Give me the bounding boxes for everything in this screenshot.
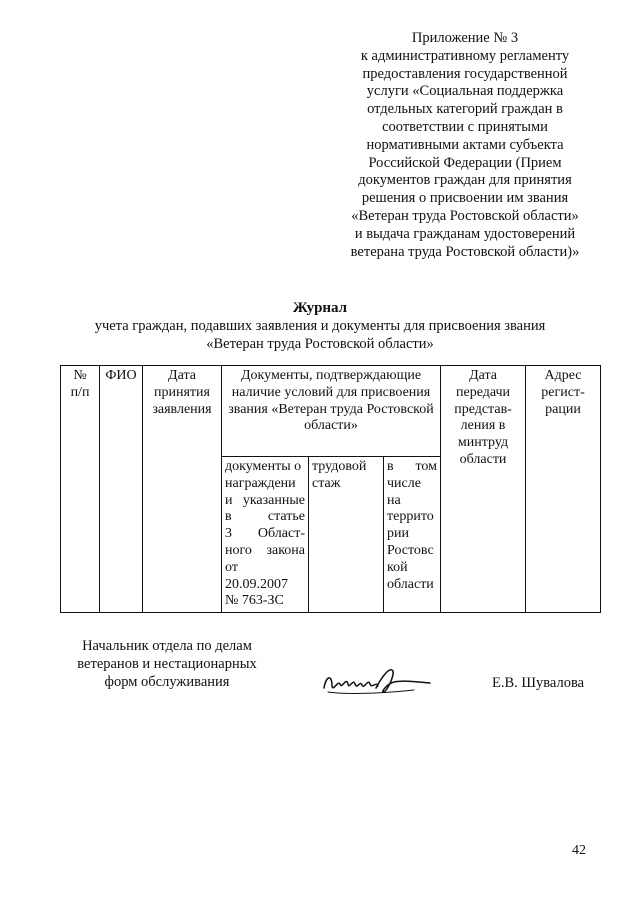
appendix-line: нормативными актами субъекта [366, 136, 564, 153]
appendix-line: к административному регламенту [360, 47, 570, 64]
appendix-line: и выдача гражданам удостоверений [354, 225, 576, 242]
appendix-header [334, 30, 596, 261]
subheader-territory: в том числе на террито рии Ростовс кой области [384, 457, 441, 613]
subheader-work-experience: трудовой стаж [309, 457, 384, 613]
journal-subtitle-line: учета граждан, подавших заявления и документы для присвоения звания [94, 318, 546, 334]
journal-table [60, 365, 601, 613]
signer-name: Е.В. Шувалова [492, 675, 585, 691]
signer-position: Начальник отдела по делам ветеранов и нестационарных форм обслуживания [77, 638, 257, 690]
appendix-line: отдельных категорий граждан в [367, 101, 563, 118]
header-number: № п/п [61, 366, 100, 613]
header-documents: Документы, подтверждающие наличие условий для присвоения звания «Ветеран труда Ростовской области» [222, 366, 441, 457]
appendix-line: решения о присвоении им звания [361, 190, 569, 207]
header-date: Дата принятия заявления [143, 366, 222, 613]
appendix-line: Российской Федерации (Прием [368, 154, 562, 171]
appendix-line: «Ветеран труда Ростовской области» [351, 207, 579, 224]
appendix-line: документов граждан для принятия [358, 172, 572, 189]
appendix-line: услуги «Социальная поддержка [366, 83, 564, 100]
page-number: 42 [572, 843, 586, 858]
appendix-line: ветерана труда Ростовской области)» [350, 243, 580, 260]
handwritten-signature [318, 662, 438, 702]
journal-title: Журнал [292, 300, 348, 316]
header-address: Адрес регист- рации [526, 366, 601, 613]
journal-subtitle-line: «Ветеран труда Ростовской области» [206, 335, 434, 352]
subheader-awards: документы о награждени и указанные в статье 3 Област- ного закона от 20.09.2007 № 763-ЗС [222, 457, 309, 613]
header-fio: ФИО [100, 366, 143, 613]
appendix-line: Приложение № 3 [411, 30, 519, 46]
appendix-line: предоставления государственной [362, 65, 568, 82]
journal-subtitle [0, 318, 640, 353]
appendix-line: соответствии с принятыми [382, 118, 548, 135]
header-transfer-date: Дата передачи представ- ления в минтруд области [441, 366, 526, 613]
